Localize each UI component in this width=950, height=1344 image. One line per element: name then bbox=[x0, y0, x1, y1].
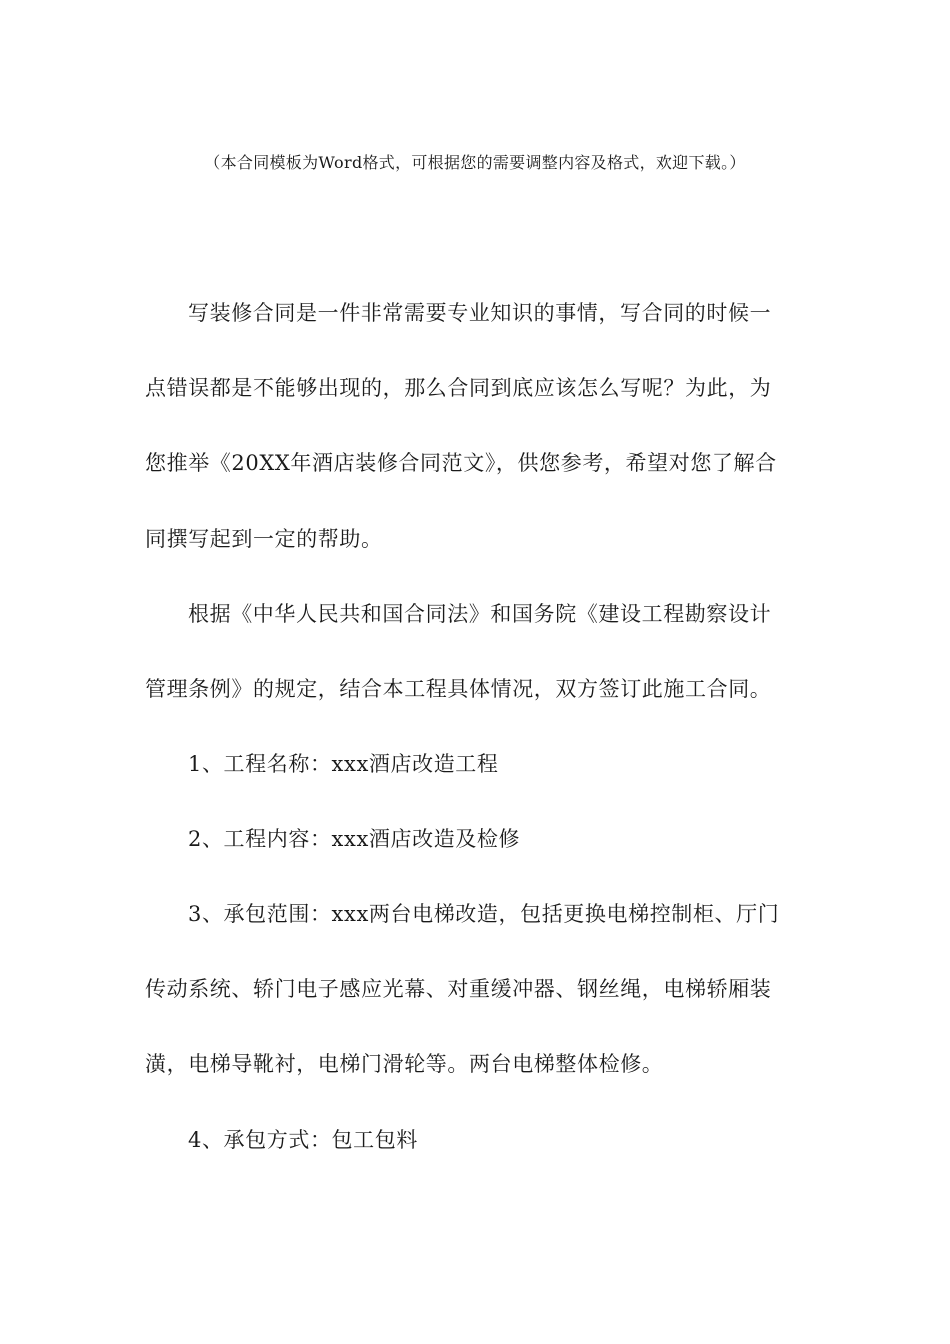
contract-item-1: 1、工程名称：xxx酒店改造工程 bbox=[188, 752, 499, 776]
paragraph-line: 根据《中华人民共和国合同法》和国务院《建设工程勘察设计 bbox=[188, 602, 772, 626]
paragraph-line: 点错误都是不能够出现的，那么合同到底应该怎么写呢？为此，为 bbox=[145, 376, 772, 400]
paragraph-line: 写装修合同是一件非常需要专业知识的事情，写合同的时候一 bbox=[188, 301, 772, 325]
contract-item-4: 4、承包方式：包工包料 bbox=[188, 1128, 418, 1152]
paragraph-line: 您推举《20XX年酒店装修合同范文》，供您参考，希望对您了解合 bbox=[145, 451, 777, 475]
template-note: （本合同模板为Word格式，可根据您的需要调整内容及格式，欢迎下载。） bbox=[204, 153, 746, 172]
paragraph-line: 潢，电梯导靴衬，电梯门滑轮等。两台电梯整体检修。 bbox=[145, 1052, 664, 1076]
contract-item-3: 3、承包范围：xxx两台电梯改造，包括更换电梯控制柜、厅门 bbox=[188, 902, 780, 926]
paragraph-line: 传动系统、轿门电子感应光幕、对重缓冲器、钢丝绳，电梯轿厢装 bbox=[145, 977, 772, 1001]
contract-item-2: 2、工程内容：xxx酒店改造及检修 bbox=[188, 827, 521, 851]
paragraph-line: 管理条例》的规定，结合本工程具体情况，双方签订此施工合同。 bbox=[145, 677, 772, 701]
paragraph-line: 同撰写起到一定的帮助。 bbox=[145, 527, 383, 551]
